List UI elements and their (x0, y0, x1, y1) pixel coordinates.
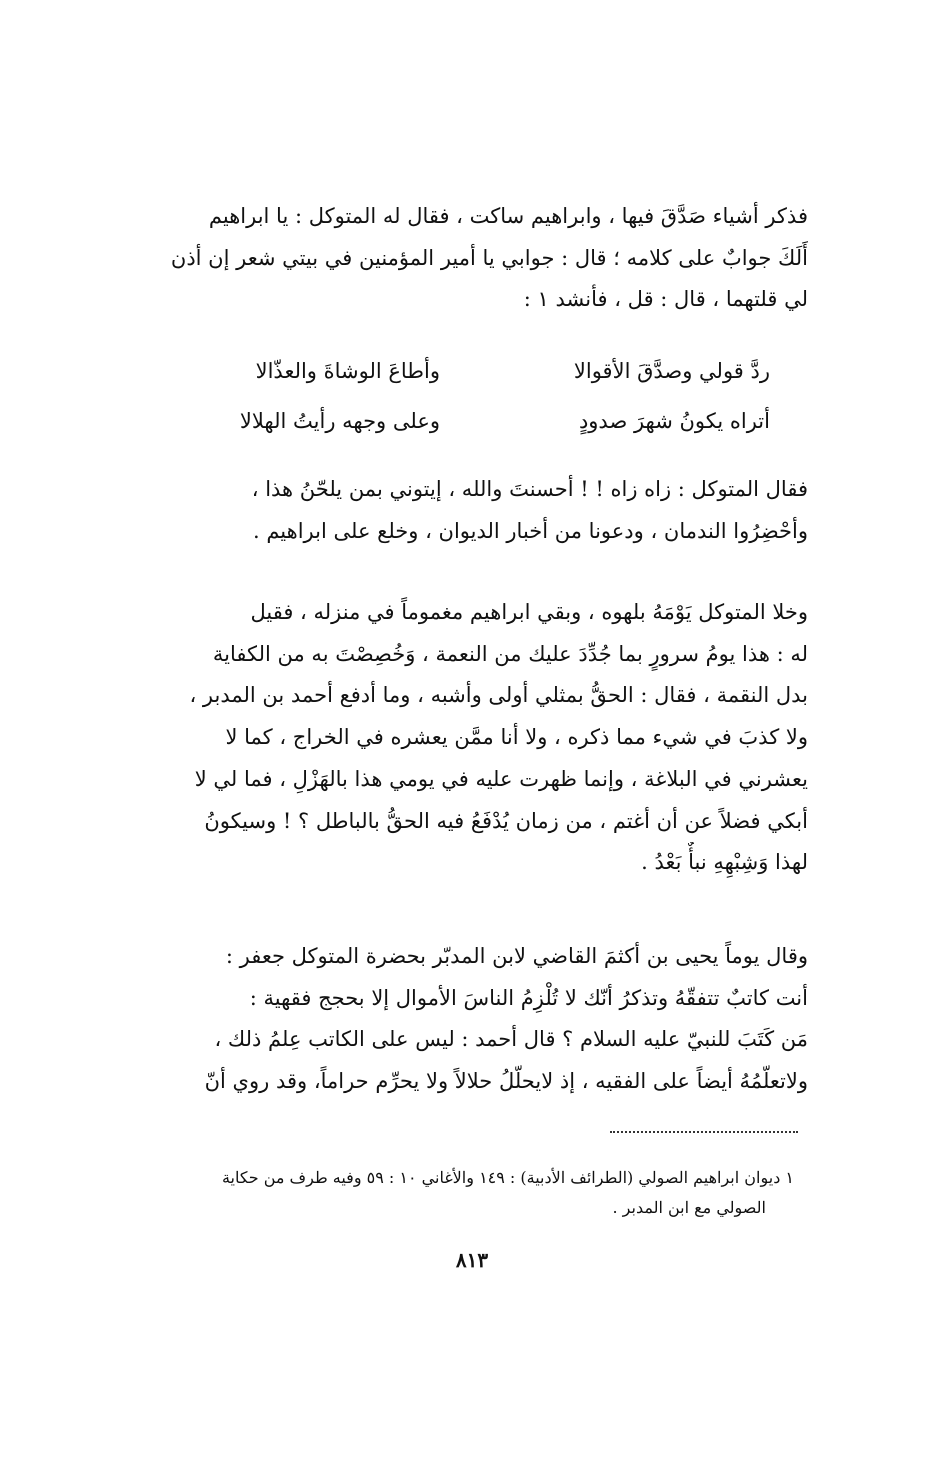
text-line: ولاتعلّمُهُ أيضاً على الفقيه ، إذ لايحلّلُ حلالاً ولا يحرِّم حراماً، وقد روي أنّ (204, 1069, 808, 1094)
paragraph-2 (118, 469, 808, 552)
poem-verses (150, 346, 770, 446)
text-line: يعشرني في البلاغة ، وإنما ظهرت عليه في يومي هذا بالهَزْلِ ، فما لي لا (194, 766, 808, 791)
text-line: وأحْضِرُوا الندمان ، ودعونا من أخبار الديوان ، وخلع على ابراهيم . (252, 518, 808, 543)
text-line: له : هذا يومُ سرورٍ بما جُدِّدَ عليك من النعمة ، وَخُصِصْتَ به من الكفاية (212, 641, 808, 666)
page-number: ٨١٣ (455, 1248, 489, 1272)
text-line: أَلَكَ جوابٌ على كلامه ؛ قال : جوابي يا أمير المؤمنين في بيتي شعر إن أذن (170, 245, 808, 270)
text-line: لهذا وَشِبْهِهِ نبأٌ بَعْدُ . (641, 850, 808, 875)
text-line: بدل النقمة ، فقال : الحقُّ بمثلي أولى وأشبه ، وما أدفع أحمد بن المدبر ، (189, 683, 808, 708)
text-line: أبكي فضلاً عن أن أغتم ، من زمان يُدْفَعُ فيه الحقُّ بالباطل ؟ ! وسيكونُ (204, 808, 808, 833)
footnote-divider (610, 1131, 798, 1133)
footnote-line: الصولي مع ابن المدبر . (612, 1198, 766, 1217)
verse-2-second-hemistich: وعلى وجهه رأيتُ الهلالا (239, 409, 440, 433)
text-line: فقال المتوكل : زاه زاه ! ! أحسنتَ والله ، إيتوني بمن يلحّنُ هذا ، (251, 477, 808, 501)
verse-1-first-hemistich: ردَّ قولي وصدَّقَ الأقوالا (573, 359, 770, 383)
footnote (128, 1163, 794, 1223)
text-line: وخلا المتوكل يَوْمَهُ بلهوه ، وبقي ابراهيم مغموماً في منزله ، فقيل (250, 600, 808, 624)
verse-1 (150, 346, 770, 396)
text-line: ولا كذبَ في شيء مما ذكره ، ولا أنا ممَّن يعشره في الخراج ، كما لا (225, 725, 808, 750)
paragraph-3 (118, 592, 808, 884)
paragraph-1 (118, 196, 808, 321)
verse-2-first-hemistich: أتراه يكونُ شهرَ صدودٍ (578, 409, 770, 433)
text-line: لي قلتهما ، قال : قل ، فأنشد ١ : (523, 287, 808, 312)
verse-2 (150, 396, 770, 446)
verse-1-second-hemistich: وأطاعَ الوشاةَ والعذّالا (255, 359, 440, 383)
text-line: فذكر أشياء صَدَّقَ فيها ، وابراهيم ساكت ، فقال له المتوكل : يا ابراهيم (208, 204, 808, 228)
footnote-line: ١ ديوان ابراهيم الصولي (الطرائف الأدبية) : ١٤٩ والأغاني ١٠ : ٥٩ وفيه طرف من حكاية (221, 1168, 794, 1187)
paragraph-4 (118, 936, 808, 1103)
text-line: وقال يوماً يحيى بن أكثمَ القاضي لابن المدبّر بحضرة المتوكل جعفر : (225, 944, 808, 968)
text-line: مَن كَتَبَ للنبيّ عليه السلام ؟ قال أحمد : ليس على الكاتب عِلمُ ذلك ، (214, 1027, 808, 1052)
text-line: أنت كاتبٌ تتفقّهُ وتذكرُ أنّك لا تُلْزِمُ الناسَ الأموال إلا بحجج فقهية : (249, 985, 808, 1010)
